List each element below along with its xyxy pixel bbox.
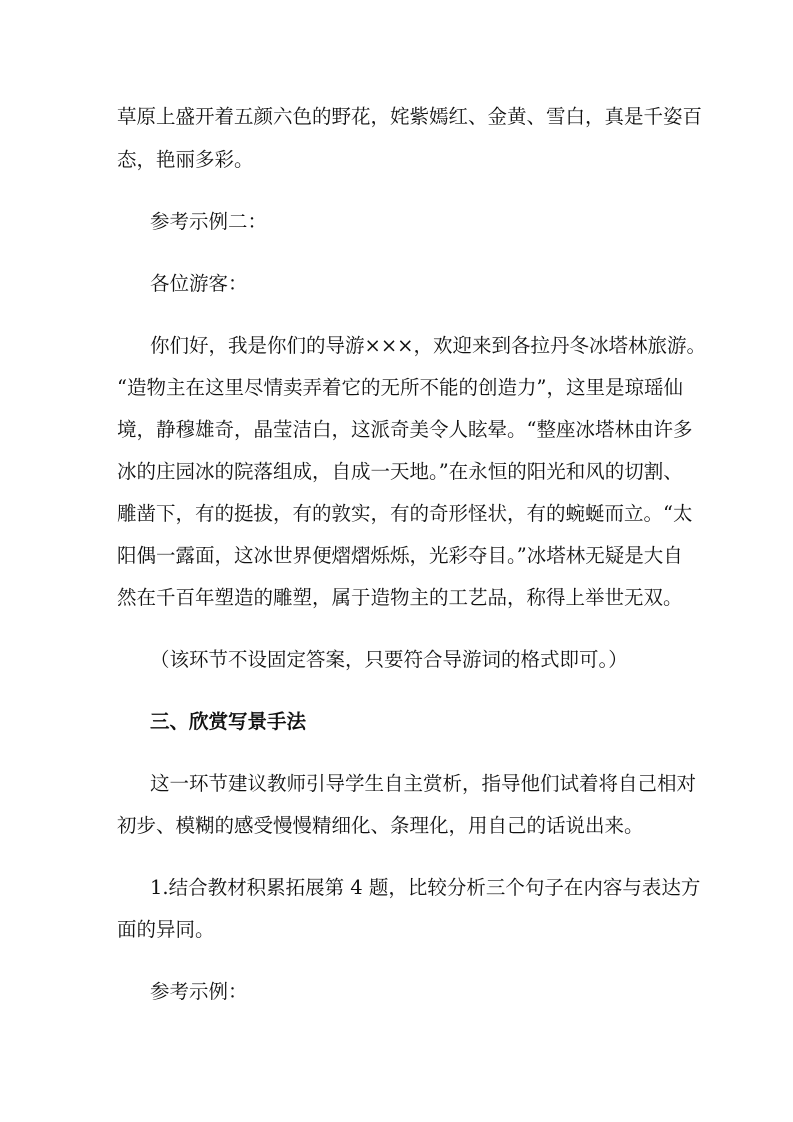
text-line: 1.结合教材积累拓展第 4 题，比较分析三个句子在内容与表达方: [150, 876, 701, 899]
text-line: 你们好，我是你们的导游×××，欢迎来到各拉丹冬冰塔林旅游。: [150, 334, 707, 357]
text-line: “造物主在这里尽情卖弄着它的无所不能的创造力”，这里是琼瑶仙: [117, 376, 683, 399]
text-line: （该环节不设固定答案，只要符合导游词的格式即可。）: [150, 648, 628, 671]
text-line: 这一环节建议教师引导学生自主赏析，指导他们试着将自己相对: [150, 772, 697, 795]
text-line: 态，艳丽多彩。: [117, 148, 254, 171]
text-line: 各位游客：: [150, 272, 248, 295]
section-heading: 三、欣赏写景手法: [150, 710, 307, 733]
text-line: 面的异同。: [117, 918, 215, 941]
text-line: 然在千百年塑造的雕塑，属于造物主的工艺品，称得上举世无双。: [117, 586, 683, 609]
text-line: 雕凿下，有的挺拔，有的敦实，有的奇形怪状，有的蜿蜒而立。“太: [117, 502, 693, 525]
text-line: 草原上盛开着五颜六色的野花，姹紫嫣红、金黄、雪白，真是千姿百: [117, 105, 703, 128]
text-line: 初步、模糊的感受慢慢精细化、条理化，用自己的话说出来。: [117, 814, 644, 837]
text-line: 冰的庄园冰的院落组成，自成一天地。”在永恒的阳光和风的切割、: [117, 460, 683, 483]
text-line: 参考示例：: [150, 980, 248, 1003]
text-line: 阳偶一露面，这冰世界便熠熠烁烁，光彩夺目。”冰塔林无疑是大自: [117, 544, 683, 567]
text-line: 参考示例二：: [150, 210, 268, 233]
text-line: 境，静穆雄奇，晶莹洁白，这派奇美令人眩晕。“整座冰塔林由许多: [117, 418, 693, 441]
